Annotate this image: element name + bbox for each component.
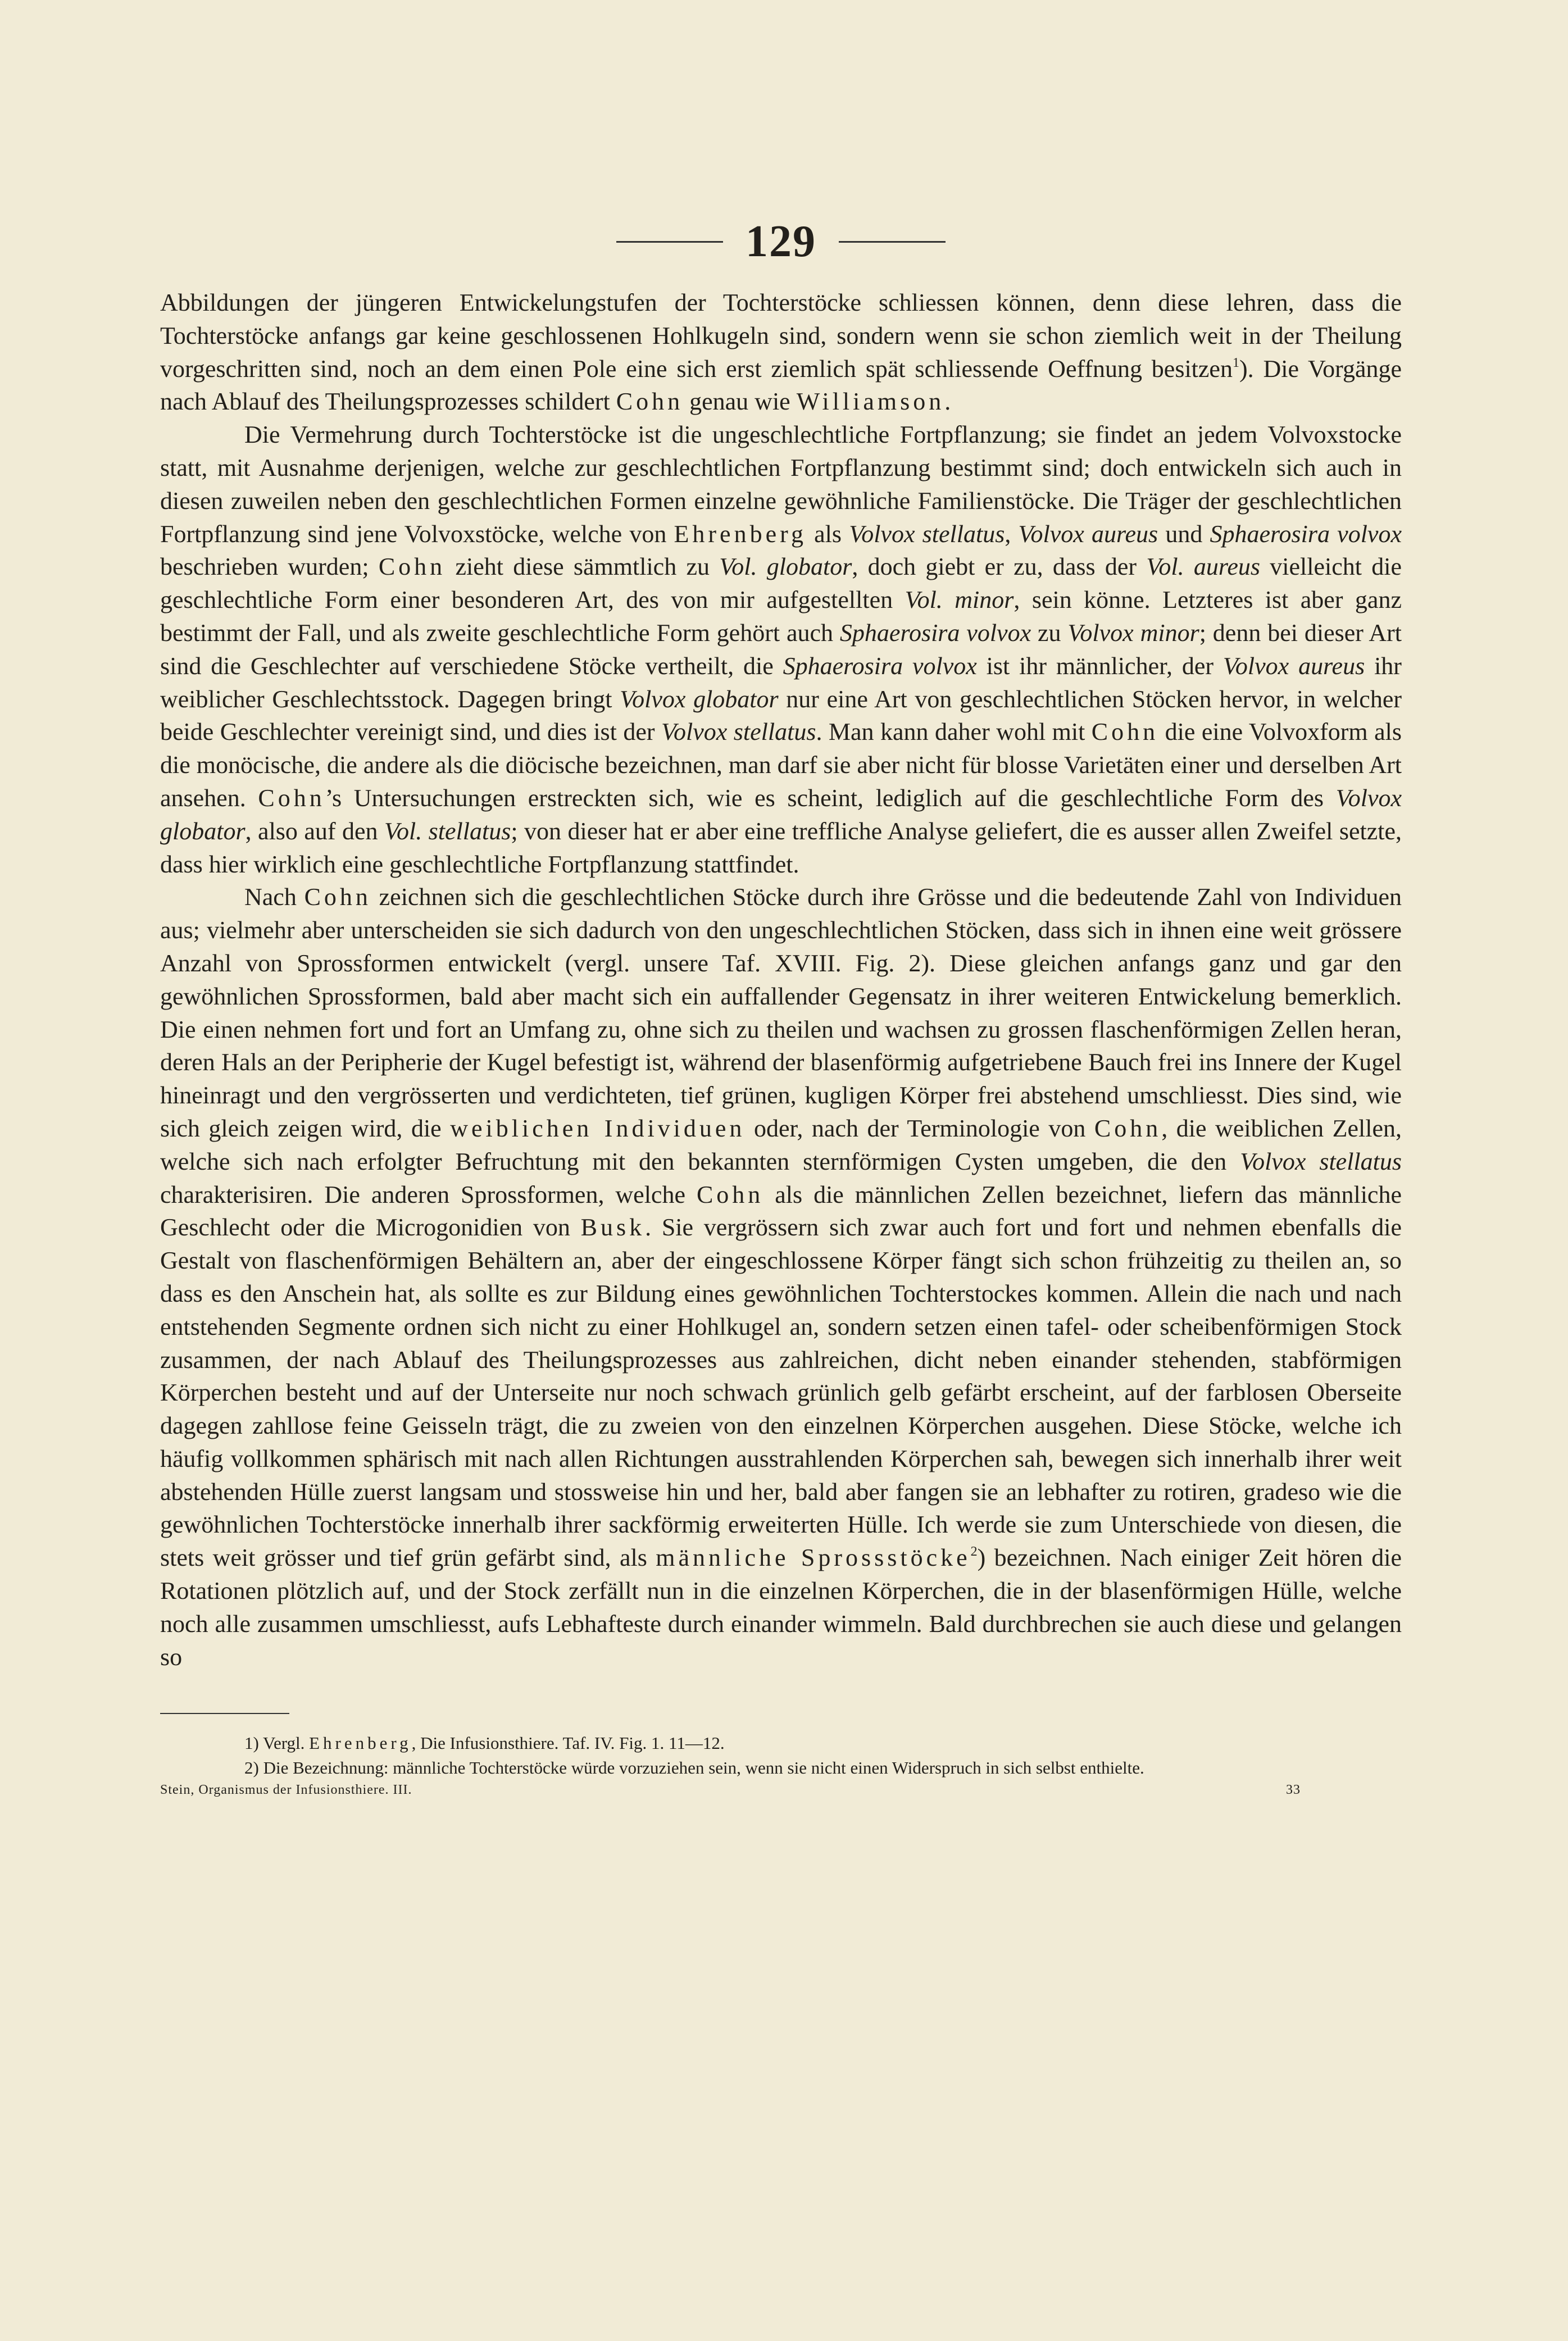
text-run: als xyxy=(806,520,849,548)
text-run: genau wie xyxy=(683,388,797,416)
header-rule-right xyxy=(839,241,946,243)
footnote-ref: 1 xyxy=(1232,355,1239,370)
text-run: ihr weiblicher Geschlechtsstock. Dagegen bringt xyxy=(160,652,1402,713)
text-run: ). Die Vorgänge nach Ablauf des Theilungsprozesses schildert xyxy=(160,354,1402,416)
spaced-name: Cohn xyxy=(378,553,446,581)
italic-term: Volvox stellatus xyxy=(661,718,816,746)
text-run: ) bezeichnen. Nach einiger Zeit hören die Rotationen plötzlich auf, und der Stock zerfällt nun in die einzelnen Körperchen, die in der blasenförmigen Hülle, welche noch alle zusammen umschliesst, aufs Lebhafteste durch einander wimmeln. Bald durchbrechen sie auch diese und gelangen so xyxy=(160,1544,1402,1671)
text-run: , sein könne. Letzteres ist aber ganz bestimmt der Fall, und als zweite geschlechtliche Form gehört auch xyxy=(160,586,1402,647)
spaced-name: Ehrenberg xyxy=(674,520,807,548)
signature: Stein, Organismus der Infusionsthiere. III. xyxy=(160,1783,412,1798)
text-run: . Sie vergrössern sich zwar auch fort und fort und nehmen ebenfalls die Gestalt von flaschenförmigen Behältern an, aber der eingeschlossene Körper fängt sich schon frühzeitig zu theilen an, so dass es den Anschein hat, als sollte es zur Bildung eines gewöhnlichen Tochterstockes kommen. Allein die nach und nach entstehenden Segmente ordnen sich nicht zu einer Hohlkugel an, sondern setzen einen tafel- oder scheibenförmigen Stock zusammen, der nach Ablauf des Theilungsprozesses aus zahlreichen, dicht neben einander stehenden, stabförmigen Körperchen besteht und auf der Unterseite nur noch schwach grünlich gelb gefärbt erscheint, auf der farblosen Oberseite dagegen zahllose feine Geisseln trägt, die zu zweien von den einzelnen Körperchen ausgehen. Diese Stöcke, welche ich häufig vollkommen sphärisch mit nach allen Richtungen ausstrahlenden Körperchen sah, bewegen sich innerhalb ihrer weit abstehenden Hülle zuerst langsam und stossweise hin und her, bald aber fangen sie an lebhafter zu rotiren, gradeso wie die gewöhnlichen Tochterstöcke innerhalb ihrer sackförmig erweiterten Hülle. Ich werde sie zum Unterschiede von diesen, die stets weit grösser und tief grün gefärbt sind, als xyxy=(160,1213,1402,1572)
text-run: ’s Untersuchungen erstreckten sich, wie es scheint, lediglich auf die geschlechtliche Form des xyxy=(325,784,1336,812)
text-run: zeichnen sich die geschlechtlichen Stöcke durch ihre Grösse und die bedeutende Zahl von Individuen aus; vielmehr aber unterscheiden sie sich dadurch von den ungeschlechtlichen Stöcken, dass sich in ihnen eine weit grössere Anzahl von Sprossformen entwickelt (vergl. unsere Taf. XVIII. Fig. 2). Diese gleichen anfangs ganz und gar den gewöhnlichen Sprossformen, bald aber macht sich ein auffallender Gegensatz in ihrer weiteren Entwickelung bemerklich. Die einen nehmen fort und fort an Umfang zu, ohne sich zu theilen und wachsen zu grossen flaschenförmigen Zellen heran, deren Hals an der Peripherie der Kugel befestigt ist, während der blasenförmig aufgetriebene Bauch frei ins Innere der Kugel hineinragt und den vergrösserten und verdichteten, tief grünen, kugligen Körper frei abstehend umschliesst. Dies sind, wie sich gleich zeigen wird, die xyxy=(160,883,1402,1142)
text-run: . xyxy=(944,388,951,416)
italic-term: Volvox stellatus xyxy=(849,520,1005,548)
italic-term: Vol. minor xyxy=(905,586,1014,614)
text-run: 1) Vergl. xyxy=(244,1733,310,1753)
text-run: , doch giebt er zu, dass der xyxy=(852,553,1147,581)
italic-term: Volvox aureus xyxy=(1222,652,1365,680)
spaced-name: Ehrenberg xyxy=(309,1733,412,1753)
italic-term: Sphaerosira volvox xyxy=(839,619,1031,647)
spaced-name: Cohn xyxy=(696,1180,764,1208)
footnotes xyxy=(160,1731,1402,1780)
page-number: 129 xyxy=(746,216,816,266)
italic-term: Vol. stellatus xyxy=(384,817,511,845)
text-run: Abbildungen der jüngeren Entwickelungstufen der Tochterstöcke schliessen können, denn diese lehren, dass die Tochterstöcke anfangs gar keine geschlossenen Hohlkugeln sind, sondern wenn sie schon ziemlich weit in der Theilung vorgeschritten sind, noch an dem einen Pole eine sich erst ziemlich spät schliessende Oeffnung besitzen xyxy=(160,289,1402,383)
footnote-ref: 2 xyxy=(970,1544,978,1560)
spaced-name: Williamson xyxy=(796,388,945,416)
body-text xyxy=(160,287,1402,1674)
text-run: ; denn bei dieser Art sind die Geschlechter auf verschiedene Stöcke vertheilt, die xyxy=(160,619,1402,680)
signature-line xyxy=(160,1783,1402,1798)
spaced-name: Busk xyxy=(580,1213,646,1242)
signature-mark: 33 xyxy=(1286,1783,1301,1798)
text-run: die eine Volvoxform als die monöcische, die andere als die diöcische bezeichnen, man darf sie aber nicht für blosse Varietäten einer und derselben Art ansehen. xyxy=(160,718,1402,812)
text-run: , Die Infusionsthiere. Taf. IV. Fig. 1. 11—12. xyxy=(411,1733,725,1753)
italic-term: Volvox stellatus xyxy=(1240,1147,1402,1175)
text-run: zieht diese sämmtlich zu xyxy=(446,553,720,581)
text-run: und xyxy=(1158,520,1210,548)
text-run: ist ihr männlicher, der xyxy=(976,652,1223,680)
spaced-name: Cohn xyxy=(1091,718,1159,746)
text-run: 2) Die Bezeichnung: männliche Tochterstöcke würde vorzuziehen sein, wenn sie nicht einen Widerspruch in sich selbst enthielte. xyxy=(244,1758,1144,1778)
text-run: nur eine Art von geschlechtlichen Stöcken hervor, in welcher beide Geschlechter vereinigt sind, und dies ist der xyxy=(160,685,1402,746)
spaced-name: Cohn xyxy=(258,784,325,812)
header-rule-left xyxy=(616,241,723,243)
text-run: charakterisiren. Die anderen Sprossformen, welche xyxy=(160,1180,697,1208)
spaced-name: Cohn xyxy=(616,388,684,416)
footnote xyxy=(160,1731,1402,1756)
spaced-name: männliche Sprossstöcke xyxy=(656,1544,971,1572)
paragraph xyxy=(160,287,1402,419)
text-run: ; von dieser hat er aber eine treffliche Analyse geliefert, die es ausser allen Zweifel setzte, dass hier wirklich eine geschlechtliche Fortpflanzung stattfindet. xyxy=(160,817,1402,878)
text-run: , die weiblichen Zellen, welche sich nach erfolgter Befruchtung mit den bekannten sternförmigen Cysten umgeben, die den xyxy=(160,1114,1402,1175)
page xyxy=(160,208,1402,1798)
text-run: oder, nach der Terminologie von xyxy=(745,1114,1094,1142)
text-run: Nach xyxy=(244,883,304,911)
text-run: Die Vermehrung durch Tochterstöcke ist die ungeschlechtliche Fortpflanzung; sie findet an jedem Volvoxstocke statt, mit Ausnahme derjenigen, welche zur geschlechtlichen Fortpflanzung bestimmt sind; doch entwickeln sich auch in diesen zuweilen neben den geschlechtlichen Formen einzelne gewöhnliche Familienstöcke. Die Träger der geschlechtlichen Fortpflanzung sind jene Volvoxstöcke, welche von xyxy=(160,421,1402,548)
spaced-name: Cohn xyxy=(304,883,371,911)
italic-term: Volvox aureus xyxy=(1018,520,1158,548)
text-run: als die männlichen Zellen bezeichnet, liefern das männliche Geschlecht oder die Microgonidien von xyxy=(160,1180,1402,1242)
page-header xyxy=(160,208,1402,275)
italic-term: Vol. globator xyxy=(719,553,852,581)
spaced-name: Cohn xyxy=(1094,1114,1162,1142)
footnote-separator xyxy=(160,1713,289,1714)
footnote xyxy=(160,1756,1402,1780)
italic-term: Vol. aureus xyxy=(1146,553,1260,581)
spaced-name: weiblichen Individuen xyxy=(450,1114,746,1142)
italic-term: Sphaerosira volvox xyxy=(783,652,977,680)
text-run: , xyxy=(1005,520,1019,548)
italic-term: Volvox minor xyxy=(1067,619,1199,647)
paragraph xyxy=(160,419,1402,881)
italic-term: Volvox globator xyxy=(160,784,1402,845)
text-run: . Man kann daher wohl mit xyxy=(816,718,1092,746)
text-run: , also auf den xyxy=(245,817,384,845)
text-run: zu xyxy=(1031,619,1068,647)
text-run: vielleicht die geschlechtliche Form einer besonderen Art, des von mir aufgestellten xyxy=(160,553,1402,614)
italic-term: Sphaerosira volvox xyxy=(1210,520,1402,548)
text-run: beschrieben wurden; xyxy=(160,553,379,581)
italic-term: Volvox globator xyxy=(620,685,779,713)
paragraph xyxy=(160,881,1402,1674)
